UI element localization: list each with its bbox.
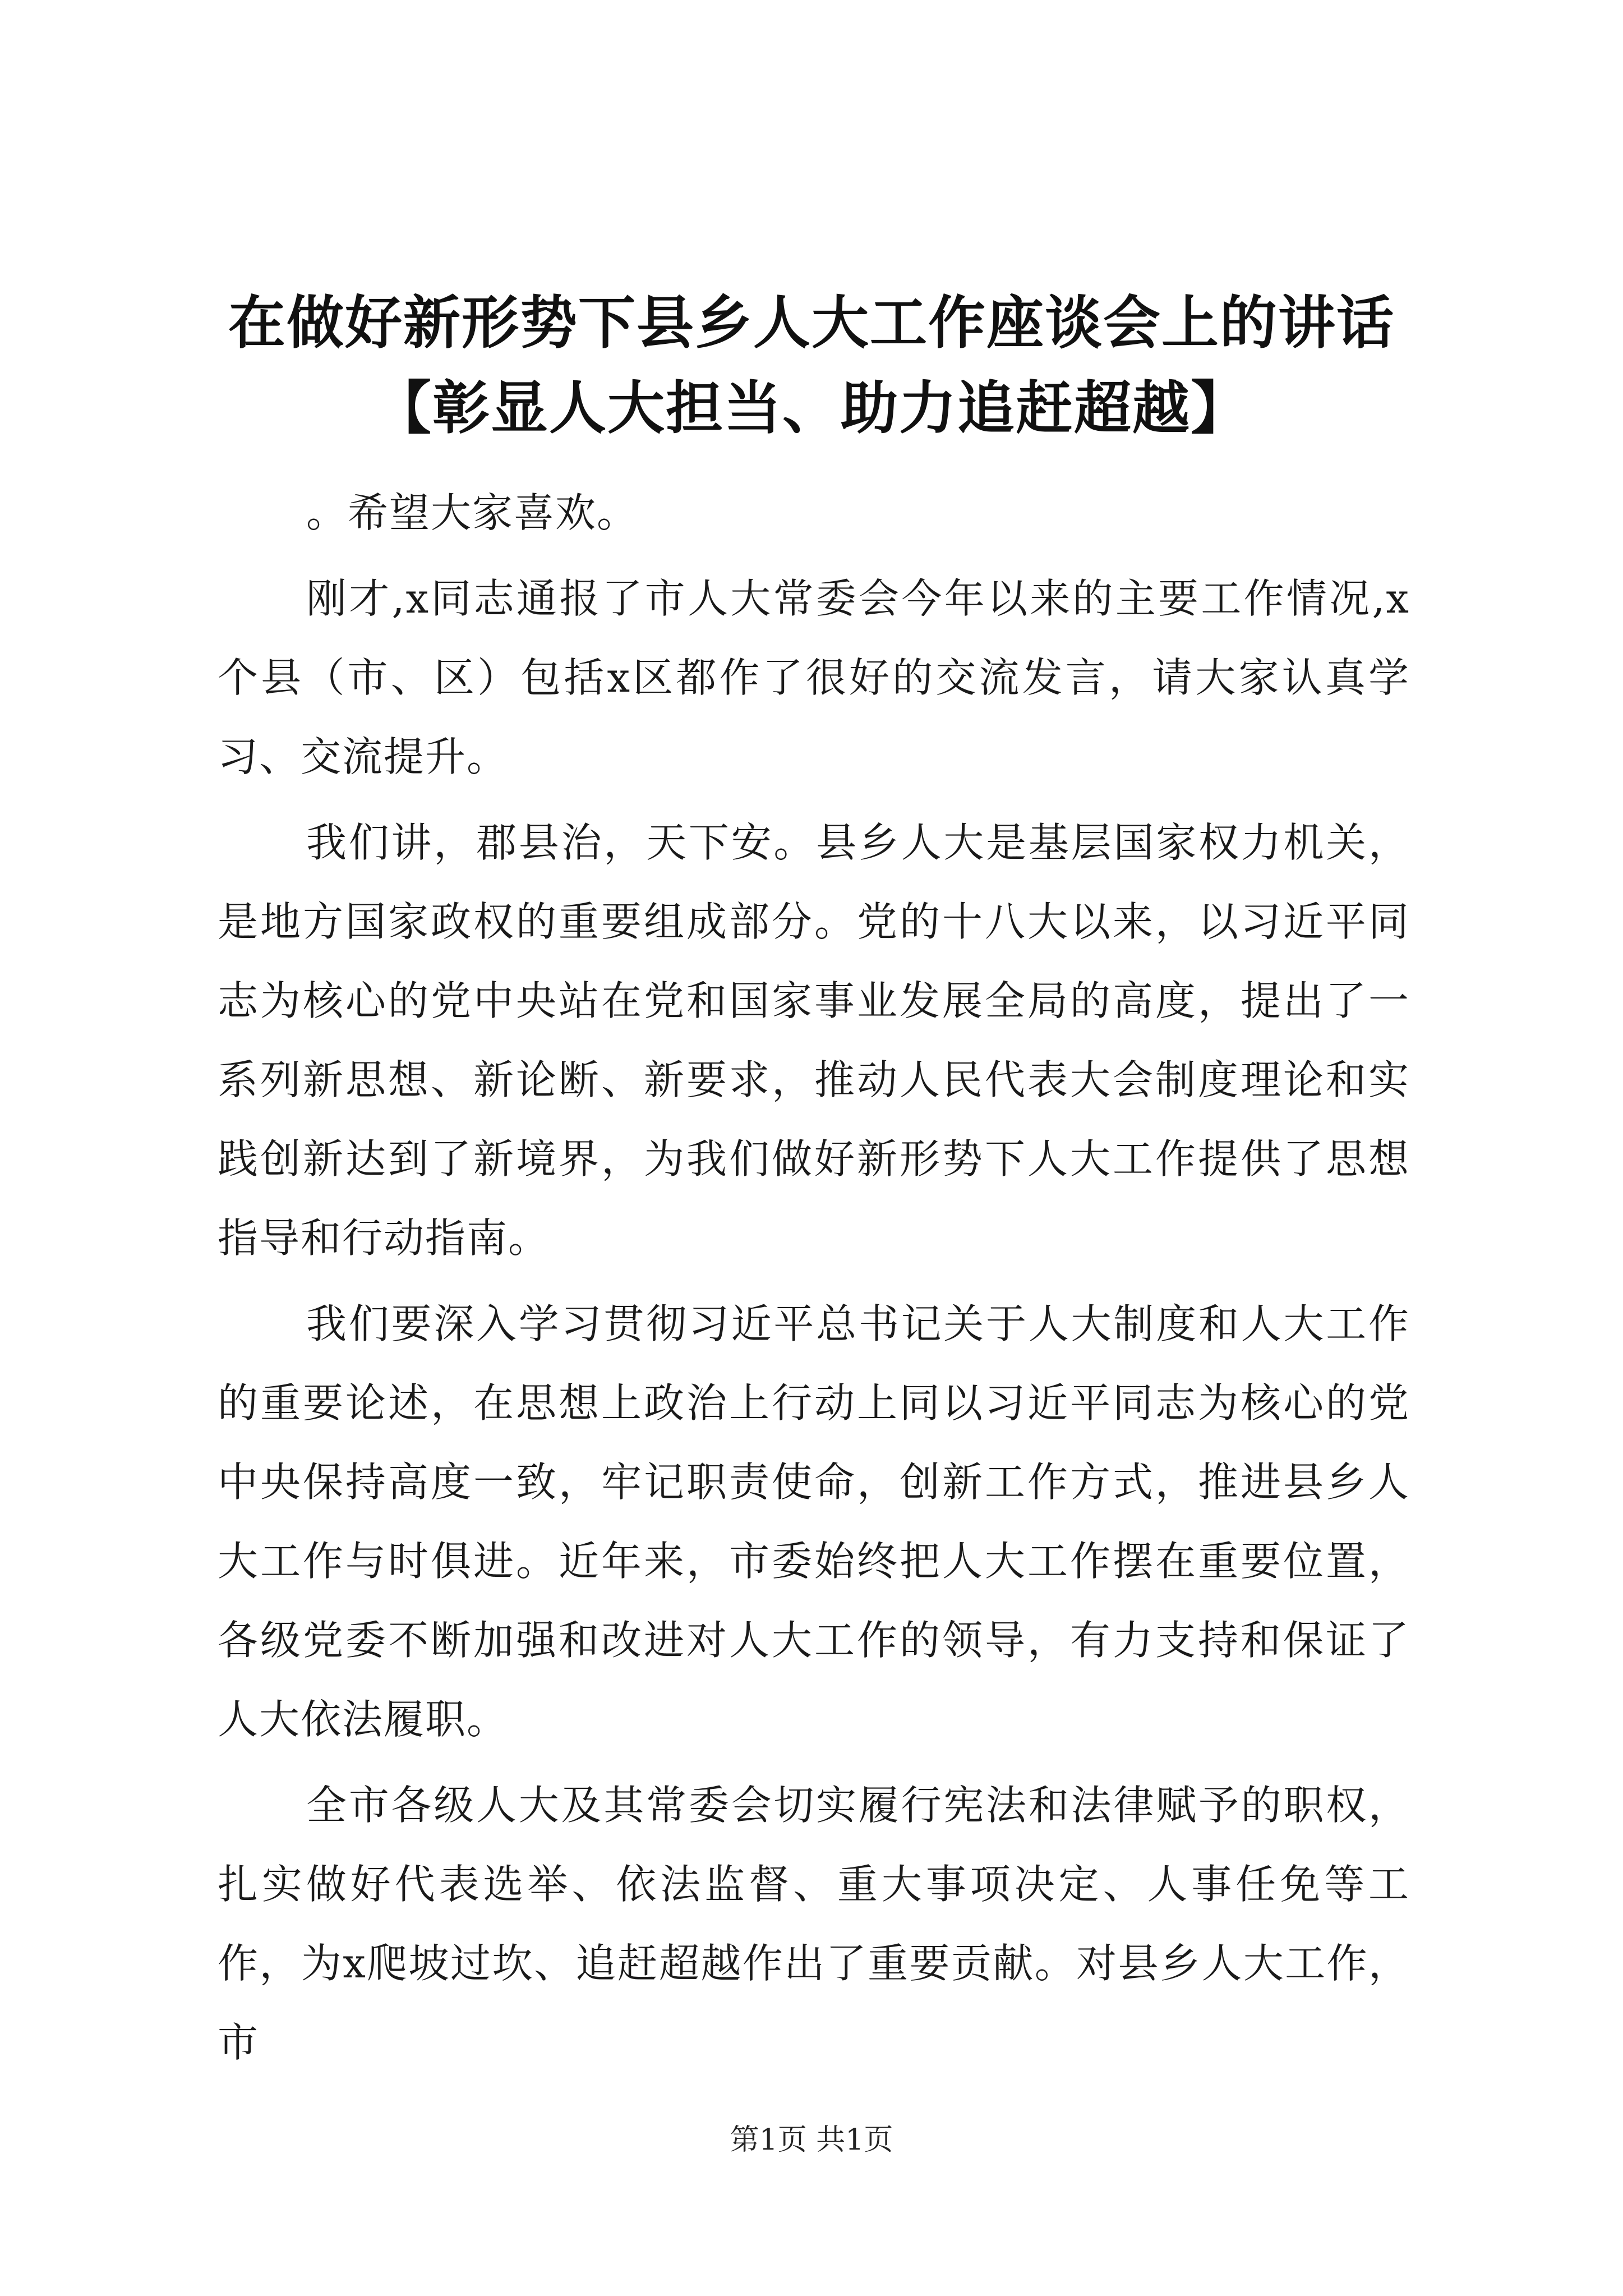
paragraph: 全市各级人大及其常委会切实履行宪法和法律赋予的职权，扎实做好代表选举、依法监督、重大事项决定、人事任免等工作，为x爬坡过坎、追赶超越作出了重要贡献。对县乡人大工作，市 [218, 1782, 1410, 2066]
title-line-1: 在做好新形势下县乡人大工作座谈会上的讲话 [228, 289, 1395, 357]
document-body [218, 473, 1410, 2089]
document-title [168, 280, 1455, 451]
page-number-footer: 第1页 共1页 [730, 2123, 893, 2157]
paragraph: 我们要深入学习贯彻习近平总书记关于人大制度和人大工作的重要论述，在思想上政治上行动上同以习近平同志为核心的党中央保持高度一致，牢记职责使命，创新工作方式，推进县乡人大工作与时俱进。近年来，市委始终把人大工作摆在重要位置，各级党委不断加强和改进对人大工作的领导，有力支持和保证了人大依法履职。 [218, 1300, 1410, 1743]
paragraph: 我们讲，郡县治，天下安。县乡人大是基层国家权力机关，是地方国家政权的重要组成部分。党的十八大以来，以习近平同志为核心的党中央站在党和国家事业发展全局的高度，提出了一系列新思想、新论断、新要求，推动人民代表大会制度理论和实践创新达到了新境界，为我们做好新形势下人大工作提供了思想指导和行动指南。 [218, 819, 1410, 1262]
title-line-2: 【彰显人大担当、助力追赶超越】 [374, 375, 1249, 442]
paragraph: 。希望大家喜欢。 [306, 489, 639, 536]
paragraph: 刚才,x同志通报了市人大常委会今年以来的主要工作情况,x个县（市、区）包括x区都作了很好的交流发言，请大家认真学习、交流提升。 [218, 575, 1410, 780]
